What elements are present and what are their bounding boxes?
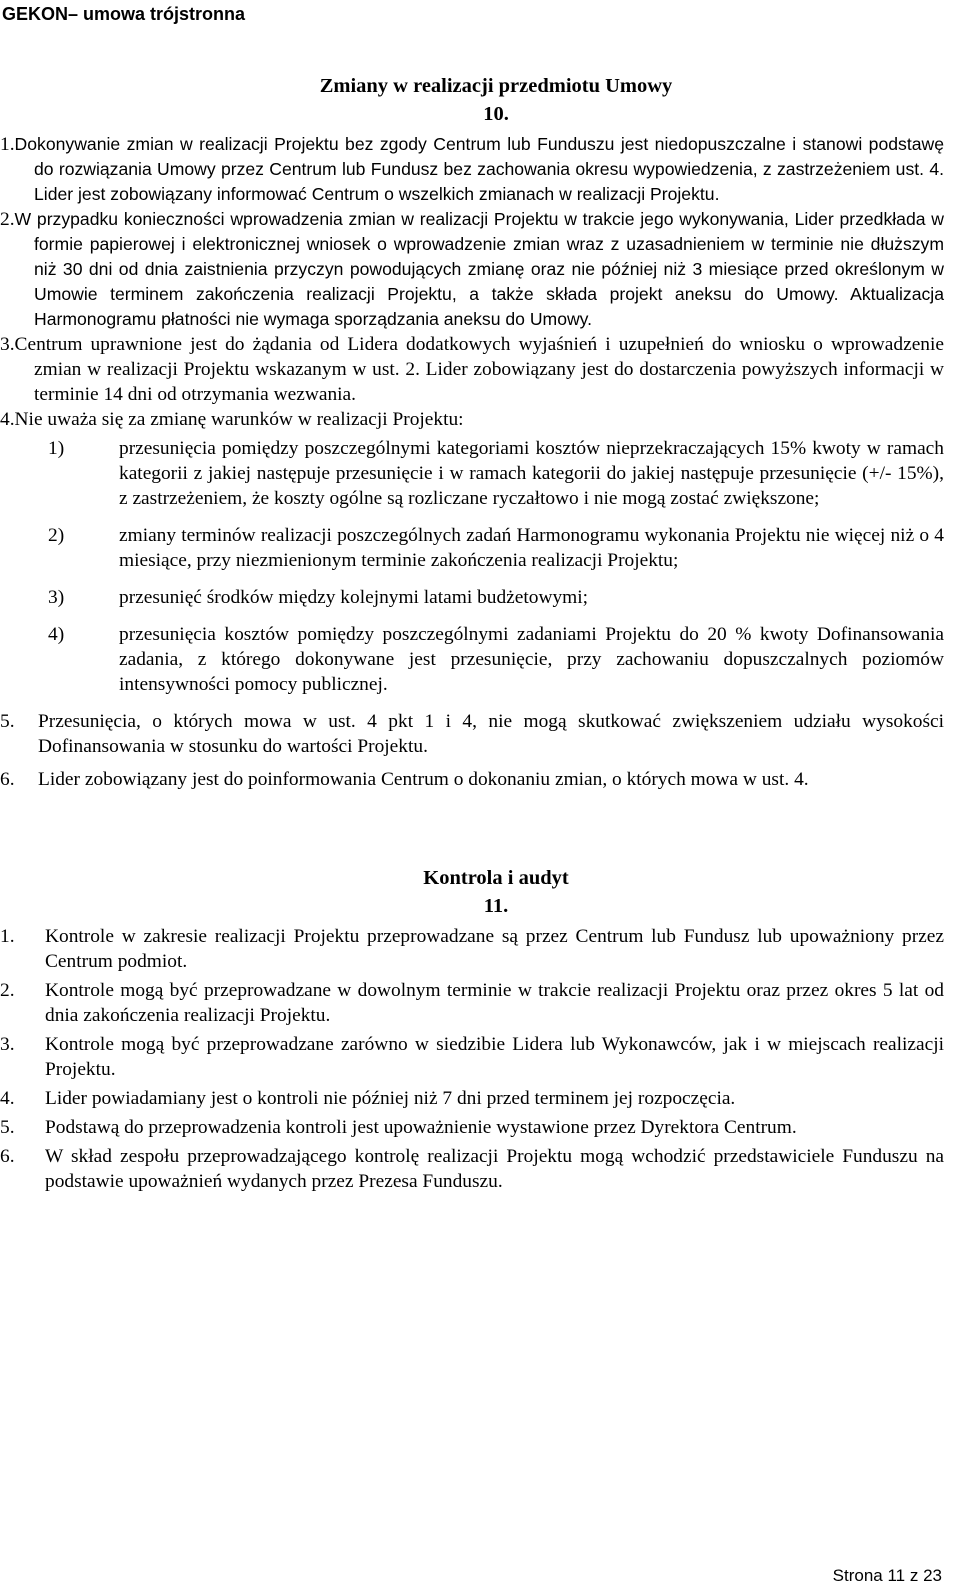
list-item bbox=[34, 436, 944, 511]
list-item-text: Lider powiadamiany jest o kontroli nie później niż 7 dni przed terminem jej rozpoczęcia. bbox=[45, 1088, 736, 1109]
paragraph-text: Nie uważa się za zmianę warunków w realizacji Projektu: bbox=[14, 409, 464, 430]
paragraph-text: Dokonywanie zmian w realizacji Projektu bez zgody Centrum lub Funduszu jest niedopuszczalne i stanowi podstawę do rozwiązania Umowy przez Centrum lub Fundusz bez zachowania okresu wypowiedzenia, z zastrzeżeniem ust. 4. Lider jest zobowiązany informować Centrum o wszelkich zmianach w realizacji Projektu. bbox=[14, 134, 944, 204]
paragraph-text: Lider zobowiązany jest do poinformowania Centrum o dokonaniu zmian, o których mowa w ust. 4. bbox=[38, 769, 809, 790]
section-11-title: Kontrola i audyt bbox=[423, 867, 569, 889]
list-item bbox=[0, 1115, 944, 1140]
list-item bbox=[34, 585, 944, 610]
list-item bbox=[0, 1086, 944, 1111]
paragraph-number: 4. bbox=[0, 409, 15, 430]
section-11-number: 11. bbox=[483, 895, 509, 917]
list-item bbox=[0, 1032, 944, 1082]
list-item-text: Kontrole mogą być przeprowadzane zarówno w siedzibie Lidera lub Wykonawców, jak i w miejscach realizacji Projektu. bbox=[45, 1034, 944, 1080]
list-item-number: 3) bbox=[48, 587, 65, 608]
paragraph-number: 1. bbox=[0, 134, 15, 155]
list-item-number: 1. bbox=[0, 926, 15, 947]
section-10-paragraph-3 bbox=[0, 332, 944, 407]
list-item-number: 2) bbox=[48, 525, 65, 546]
paragraph-number: 6. bbox=[0, 769, 15, 790]
list-item-number: 4) bbox=[48, 624, 65, 645]
list-item-text: zmiany terminów realizacji poszczególnych zadań Harmonogramu wykonania Projektu nie więcej niż o 4 miesiące, przy niezmienionym terminie zakończenia realizacji Projektu; bbox=[119, 525, 944, 571]
list-item-text: przesunięcia kosztów pomiędzy poszczególnymi zadaniami Projektu do 20 % kwoty Dofinansowania zadania, z którego dokonywane jest przesunięcie, przy zachowaniu dopuszczalnych poziomów intensywności pomocy publicznej. bbox=[119, 624, 944, 695]
section-10-paragraph-4 bbox=[0, 407, 944, 432]
list-item-number: 6. bbox=[0, 1146, 15, 1167]
list-item-text: W skład zespołu przeprowadzającego kontrolę realizacji Projektu mogą wchodzić przedstawiciele Funduszu na podstawie upoważnień wydanych przez Prezesa Funduszu. bbox=[45, 1146, 944, 1192]
section-10-subitem-list bbox=[34, 436, 944, 697]
list-item-text: przesunięcia pomiędzy poszczególnymi kategoriami kosztów nieprzekraczających 15% kwoty w ramach kategorii z jakiej następuje przesunięcie i w ramach kategorii do jakiej następuje przesunięcie (+/- 15%), z zastrzeżeniem, że koszty ogólne są rozliczane ryczałtowo i nie mogą zostać zwiększone; bbox=[119, 438, 944, 509]
paragraph-number: 2. bbox=[0, 209, 15, 230]
list-item bbox=[0, 978, 944, 1028]
list-item bbox=[0, 1144, 944, 1194]
list-item-text: Podstawą do przeprowadzenia kontroli jest upoważnienie wystawione przez Dyrektora Centrum. bbox=[45, 1117, 797, 1138]
list-item-number: 5. bbox=[0, 1117, 15, 1138]
paragraph-text: Centrum uprawnione jest do żądania od Lidera dodatkowych wyjaśnień i uzupełnień do wniosku o wprowadzenie zmian w realizacji Projektu wskazanym w ust. 2. Lider zobowiązany jest do dostarczenia powyższych informacji w terminie 14 dni od otrzymania wezwania. bbox=[14, 334, 944, 405]
list-item bbox=[34, 622, 944, 697]
list-item-number: 3. bbox=[0, 1034, 15, 1055]
list-item-number: 1) bbox=[48, 438, 65, 459]
section-10-paragraph-1 bbox=[0, 132, 944, 207]
paragraph-text: Przesunięcia, o których mowa w ust. 4 pkt 1 i 4, nie mogą skutkować zwiększeniem udziału wysokości Dofinansowania w stosunku do wartości Projektu. bbox=[38, 711, 944, 757]
section-10-title: Zmiany w realizacji przedmiotu Umowy bbox=[319, 75, 673, 97]
list-item-text: Kontrole w zakresie realizacji Projektu przeprowadzane są przez Centrum lub Fundusz lub upoważniony przez Centrum podmiot. bbox=[45, 926, 944, 972]
section-10-paragraph-2 bbox=[0, 207, 944, 332]
paragraph-number: 3. bbox=[0, 334, 15, 355]
paragraph-number: 5. bbox=[0, 711, 15, 732]
list-item bbox=[0, 924, 944, 974]
paragraph-text: W przypadku konieczności wprowadzenia zmian w realizacji Projektu w trakcie jego wykonywania, Lider przedkłada w formie papierowej i elektronicznej wniosek o wprowadzenie zmian wraz z uzasadnieniem w terminie nie dłuższym niż 30 dni od dnia zaistnienia przyczyn powodujących zmianę oraz nie później niż 3 miesiące przed określonym w Umowie terminem zakończenia realizacji Projektu, a także składa projekt aneksu do Umowy. Aktualizacja Harmonogramu płatności nie wymaga sporządzania aneksu do Umowy. bbox=[14, 209, 944, 329]
list-item bbox=[34, 523, 944, 573]
list-item-text: przesunięć środków między kolejnymi latami budżetowymi; bbox=[119, 587, 589, 608]
section-11-list bbox=[0, 924, 944, 1194]
section-10-paragraph-5 bbox=[0, 709, 944, 759]
section-10-number: 10. bbox=[483, 103, 509, 125]
list-item-number: 2. bbox=[0, 980, 15, 1001]
section-10-paragraph-6 bbox=[0, 767, 944, 792]
section-spacer bbox=[34, 792, 944, 864]
list-item-text: Kontrole mogą być przeprowadzane w dowolnym terminie w trakcie realizacji Projektu oraz przez okres 5 lat od dnia zakończenia realizacji Projektu. bbox=[45, 980, 944, 1026]
list-item-number: 4. bbox=[0, 1088, 15, 1109]
page-number: Strona 11 z 23 bbox=[832, 1566, 942, 1585]
document-body bbox=[0, 72, 944, 1194]
document-header: GEKON– umowa trójstronna bbox=[2, 4, 246, 24]
